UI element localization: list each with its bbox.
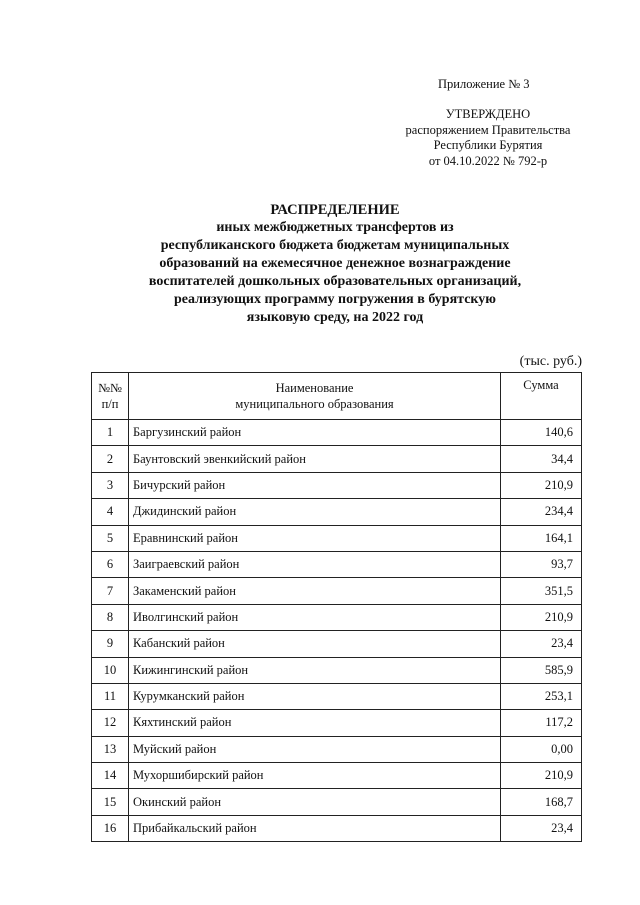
row-sum: 210,9 <box>501 604 582 630</box>
table-row <box>92 578 582 604</box>
row-sum: 0,00 <box>501 736 582 762</box>
table-row <box>92 551 582 577</box>
row-number: 9 <box>92 631 129 657</box>
appendix-label: Приложение № 3 <box>438 77 530 91</box>
row-sum: 210,9 <box>501 472 582 498</box>
row-number: 1 <box>92 420 129 446</box>
row-name: Баунтовский эвенкийский район <box>129 446 501 472</box>
approval-line: распоряжением Правительства <box>405 122 571 137</box>
table-row <box>92 763 582 789</box>
title-line: воспитателей дошкольных образовательных организаций, <box>148 274 522 289</box>
row-name: Курумканский район <box>129 683 501 709</box>
row-number: 12 <box>92 710 129 736</box>
table-row <box>92 604 582 630</box>
row-number: 6 <box>92 551 129 577</box>
row-name: Прибайкальский район <box>129 815 501 841</box>
row-sum: 117,2 <box>501 710 582 736</box>
row-number: 4 <box>92 499 129 525</box>
row-name: Закаменский район <box>129 578 501 604</box>
title-line: языковую среду, на 2022 год <box>246 310 424 325</box>
distribution-table <box>91 372 582 842</box>
row-sum: 164,1 <box>501 525 582 551</box>
approval-line: от 04.10.2022 № 792-р <box>428 153 548 168</box>
row-sum: 168,7 <box>501 789 582 815</box>
row-name: Кяхтинский район <box>129 710 501 736</box>
units-label: (тыс. руб.) <box>519 354 582 369</box>
table-row <box>92 420 582 446</box>
row-number: 10 <box>92 657 129 683</box>
row-sum: 351,5 <box>501 578 582 604</box>
title-line: реализующих программу погружения в бурятскую <box>174 292 496 307</box>
table-header-row <box>92 373 582 420</box>
row-sum: 34,4 <box>501 446 582 472</box>
title-line: иных межбюджетных трансфертов из <box>216 220 454 235</box>
table-row <box>92 815 582 841</box>
row-number: 3 <box>92 472 129 498</box>
table-row <box>92 736 582 762</box>
approval-line: УТВЕРЖДЕНО <box>445 107 531 121</box>
table-row <box>92 683 582 709</box>
table-row <box>92 446 582 472</box>
row-number: 7 <box>92 578 129 604</box>
row-number: 5 <box>92 525 129 551</box>
row-sum: 93,7 <box>501 551 582 577</box>
row-number: 11 <box>92 683 129 709</box>
document-title <box>120 201 550 327</box>
row-name: Джидинский район <box>129 499 501 525</box>
row-name: Заиграевский район <box>129 551 501 577</box>
row-sum: 234,4 <box>501 499 582 525</box>
header-number: №№ п/п <box>92 373 129 420</box>
row-number: 8 <box>92 604 129 630</box>
title-line: образований на ежемесячное денежное вознаграждение <box>159 256 511 271</box>
header-sum: Сумма <box>501 373 582 420</box>
row-name: Бичурский район <box>129 472 501 498</box>
header-name: Наименование муниципального образования <box>129 373 501 420</box>
row-number: 14 <box>92 763 129 789</box>
table-row <box>92 657 582 683</box>
row-number: 15 <box>92 789 129 815</box>
title-line: РАСПРЕДЕЛЕНИЕ <box>270 202 400 218</box>
row-sum: 253,1 <box>501 683 582 709</box>
row-name: Окинский район <box>129 789 501 815</box>
title-line: республиканского бюджета бюджетам муниципальных <box>160 238 510 253</box>
approval-stamp <box>360 107 616 169</box>
row-number: 13 <box>92 736 129 762</box>
row-name: Баргузинский район <box>129 420 501 446</box>
row-name: Кижингинский район <box>129 657 501 683</box>
row-sum: 210,9 <box>501 763 582 789</box>
table-row <box>92 789 582 815</box>
row-name: Еравнинский район <box>129 525 501 551</box>
row-name: Мухоршибирский район <box>129 763 501 789</box>
row-sum: 23,4 <box>501 631 582 657</box>
row-sum: 140,6 <box>501 420 582 446</box>
row-name: Муйский район <box>129 736 501 762</box>
row-sum: 23,4 <box>501 815 582 841</box>
row-name: Кабанский район <box>129 631 501 657</box>
approval-line: Республики Бурятия <box>433 138 543 152</box>
table-row <box>92 710 582 736</box>
table-row <box>92 525 582 551</box>
row-sum: 585,9 <box>501 657 582 683</box>
table-row <box>92 472 582 498</box>
table-row <box>92 499 582 525</box>
table-row <box>92 631 582 657</box>
row-number: 2 <box>92 446 129 472</box>
row-name: Иволгинский район <box>129 604 501 630</box>
row-number: 16 <box>92 815 129 841</box>
